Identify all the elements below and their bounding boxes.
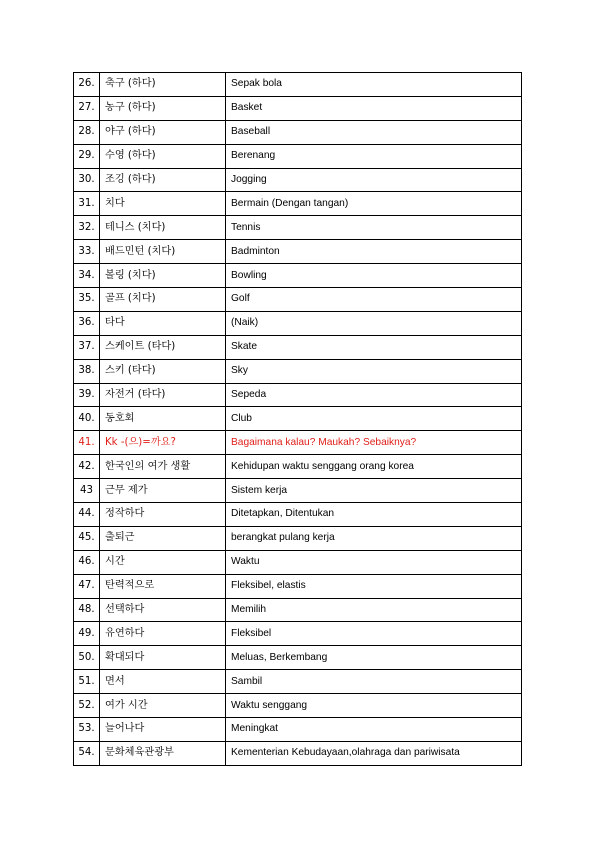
korean-term: 스키 (타다)	[100, 359, 226, 383]
indonesian-meaning: Jogging	[226, 168, 522, 192]
table-row	[74, 646, 522, 670]
korean-term: 골프 (치다)	[100, 288, 226, 312]
korean-term: 문화체육관광부	[100, 741, 226, 765]
table-row	[74, 288, 522, 312]
indonesian-meaning: Meningkat	[226, 718, 522, 742]
table-row	[74, 622, 522, 646]
table-row	[74, 455, 522, 479]
table-row	[74, 479, 522, 503]
vocabulary-table	[73, 72, 522, 766]
indonesian-meaning: Bagaimana kalau? Maukah? Sebaiknya?	[226, 431, 522, 455]
indonesian-meaning: Club	[226, 407, 522, 431]
row-number: 54.	[74, 741, 100, 765]
korean-term: 시간	[100, 550, 226, 574]
korean-term: 한국인의 여가 생활	[100, 455, 226, 479]
row-number: 42.	[74, 455, 100, 479]
indonesian-meaning: Sistem kerja	[226, 479, 522, 503]
table-row	[74, 144, 522, 168]
row-number: 35.	[74, 288, 100, 312]
indonesian-meaning: Fleksibel	[226, 622, 522, 646]
row-number: 36.	[74, 311, 100, 335]
row-number: 31.	[74, 192, 100, 216]
table-row	[74, 216, 522, 240]
indonesian-meaning: Berenang	[226, 144, 522, 168]
table-row	[74, 670, 522, 694]
korean-term: 볼링 (치다)	[100, 264, 226, 288]
row-number: 38.	[74, 359, 100, 383]
row-number: 50.	[74, 646, 100, 670]
row-number: 32.	[74, 216, 100, 240]
indonesian-meaning: Basket	[226, 96, 522, 120]
table-row	[74, 526, 522, 550]
korean-term: 테니스 (치다)	[100, 216, 226, 240]
row-number: 28.	[74, 120, 100, 144]
row-number: 37.	[74, 335, 100, 359]
row-number: 47.	[74, 574, 100, 598]
indonesian-meaning: (Naik)	[226, 311, 522, 335]
table-row	[74, 718, 522, 742]
vocabulary-table-body	[74, 73, 522, 766]
row-number: 40.	[74, 407, 100, 431]
table-row	[74, 383, 522, 407]
indonesian-meaning: Kementerian Kebudayaan,olahraga dan pariwisata	[226, 741, 522, 765]
row-number: 53.	[74, 718, 100, 742]
table-row	[74, 240, 522, 264]
indonesian-meaning: berangkat pulang kerja	[226, 526, 522, 550]
row-number: 34.	[74, 264, 100, 288]
indonesian-meaning: Sepak bola	[226, 73, 522, 97]
table-row	[74, 598, 522, 622]
row-number: 41.	[74, 431, 100, 455]
indonesian-meaning: Golf	[226, 288, 522, 312]
table-row	[74, 574, 522, 598]
row-number: 52.	[74, 694, 100, 718]
table-row	[74, 503, 522, 527]
korean-term: 배드민턴 (치다)	[100, 240, 226, 264]
indonesian-meaning: Skate	[226, 335, 522, 359]
korean-term: 자전거 (타다)	[100, 383, 226, 407]
row-number: 45.	[74, 526, 100, 550]
indonesian-meaning: Kehidupan waktu senggang orang korea	[226, 455, 522, 479]
indonesian-meaning: Baseball	[226, 120, 522, 144]
korean-term: 늘어나다	[100, 718, 226, 742]
indonesian-meaning: Bermain (Dengan tangan)	[226, 192, 522, 216]
table-row	[74, 335, 522, 359]
table-row	[74, 73, 522, 97]
row-number: 27.	[74, 96, 100, 120]
table-row	[74, 192, 522, 216]
table-row	[74, 407, 522, 431]
indonesian-meaning: Bowling	[226, 264, 522, 288]
row-number: 26.	[74, 73, 100, 97]
korean-term: 타다	[100, 311, 226, 335]
korean-term: 면서	[100, 670, 226, 694]
table-row	[74, 741, 522, 765]
row-number: 29.	[74, 144, 100, 168]
korean-term: 확대되다	[100, 646, 226, 670]
korean-term: 출퇴근	[100, 526, 226, 550]
korean-term: 선택하다	[100, 598, 226, 622]
korean-term: 정작하다	[100, 503, 226, 527]
table-row	[74, 311, 522, 335]
indonesian-meaning: Sambil	[226, 670, 522, 694]
korean-term: 동호회	[100, 407, 226, 431]
row-number: 39.	[74, 383, 100, 407]
table-row	[74, 694, 522, 718]
row-number: 51.	[74, 670, 100, 694]
korean-term: 근무 제가	[100, 479, 226, 503]
korean-term: 축구 (하다)	[100, 73, 226, 97]
korean-term: 조깅 (하다)	[100, 168, 226, 192]
row-number: 30.	[74, 168, 100, 192]
korean-term: 치다	[100, 192, 226, 216]
korean-term: 야구 (하다)	[100, 120, 226, 144]
table-row	[74, 120, 522, 144]
row-number: 48.	[74, 598, 100, 622]
indonesian-meaning: Tennis	[226, 216, 522, 240]
table-row	[74, 431, 522, 455]
indonesian-meaning: Meluas, Berkembang	[226, 646, 522, 670]
indonesian-meaning: Ditetapkan, Ditentukan	[226, 503, 522, 527]
korean-term: 농구 (하다)	[100, 96, 226, 120]
korean-term: 탄력적으로	[100, 574, 226, 598]
table-row	[74, 96, 522, 120]
table-row	[74, 168, 522, 192]
korean-term: 유연하다	[100, 622, 226, 646]
indonesian-meaning: Sepeda	[226, 383, 522, 407]
korean-term: 수영 (하다)	[100, 144, 226, 168]
row-number: 44.	[74, 503, 100, 527]
korean-term: Kk -(으)=까요?	[100, 431, 226, 455]
table-row	[74, 359, 522, 383]
indonesian-meaning: Waktu	[226, 550, 522, 574]
table-row	[74, 264, 522, 288]
indonesian-meaning: Sky	[226, 359, 522, 383]
indonesian-meaning: Fleksibel, elastis	[226, 574, 522, 598]
korean-term: 여가 시간	[100, 694, 226, 718]
korean-term: 스케이트 (타다)	[100, 335, 226, 359]
indonesian-meaning: Waktu senggang	[226, 694, 522, 718]
indonesian-meaning: Badminton	[226, 240, 522, 264]
row-number: 46.	[74, 550, 100, 574]
row-number: 49.	[74, 622, 100, 646]
indonesian-meaning: Memilih	[226, 598, 522, 622]
table-row	[74, 550, 522, 574]
row-number: 43	[74, 479, 100, 503]
row-number: 33.	[74, 240, 100, 264]
